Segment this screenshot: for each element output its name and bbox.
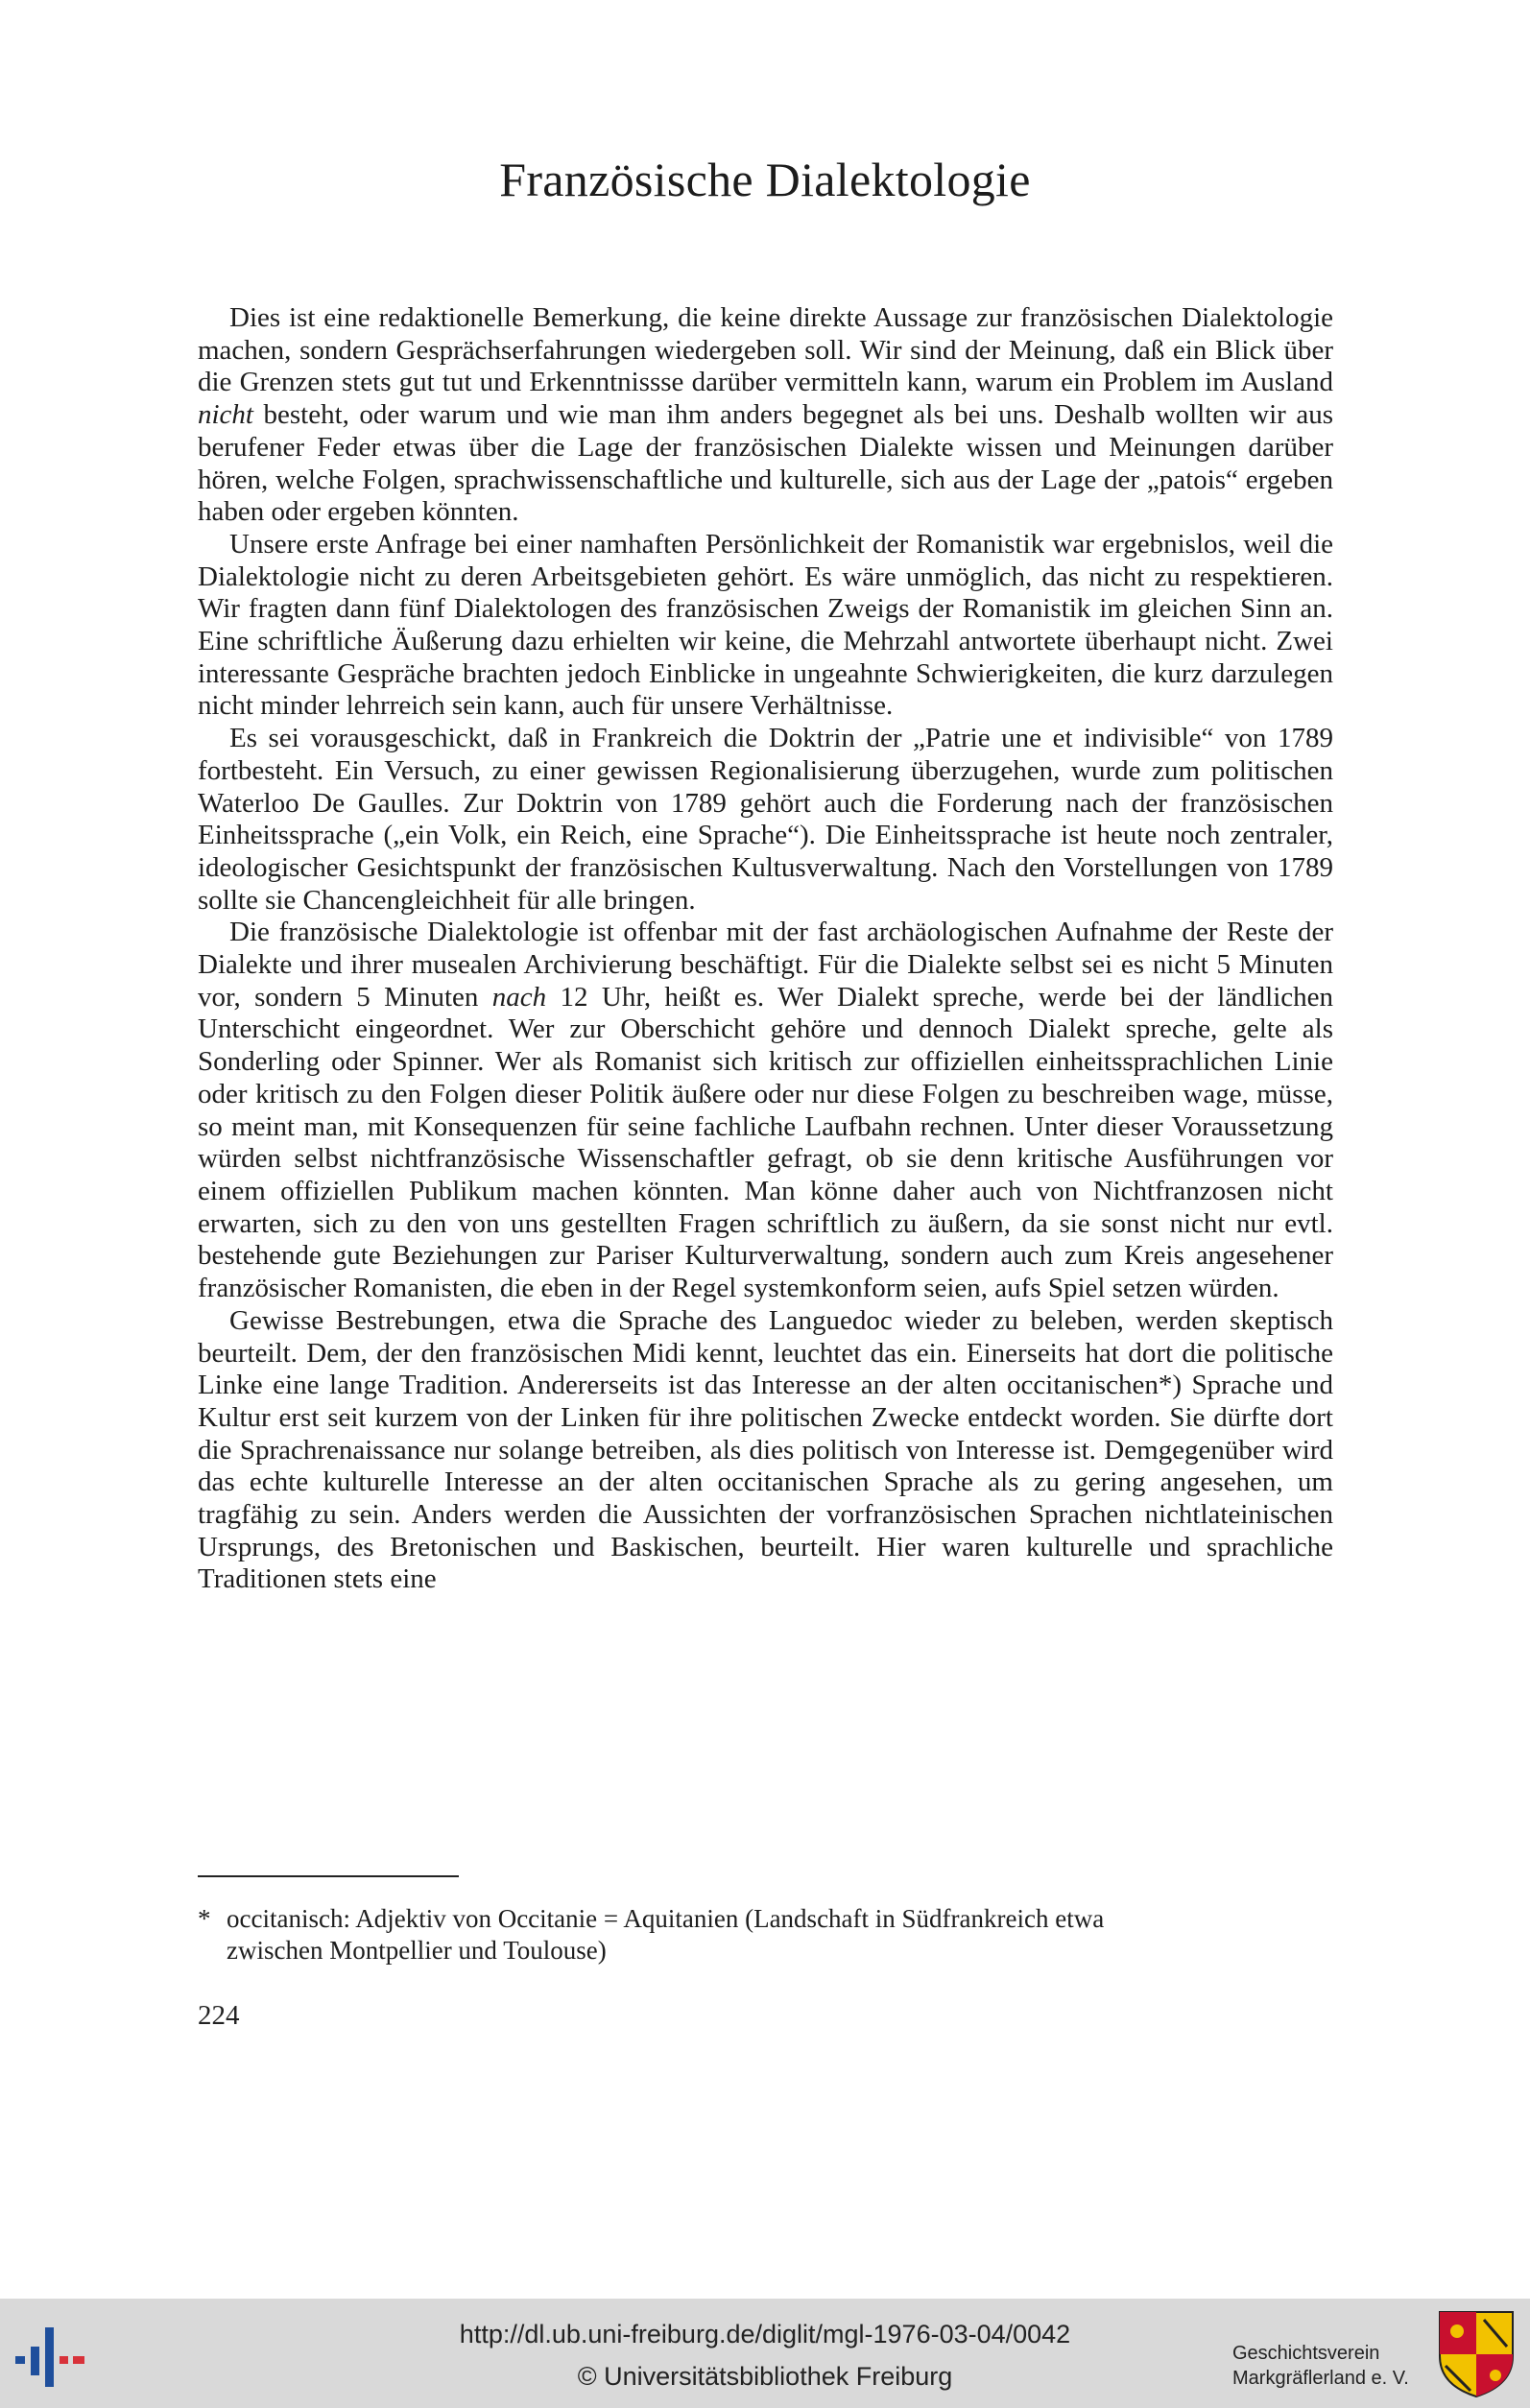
paragraph-text: Es sei vorausgeschickt, daß in Frankreich die Doktrin der „Patrie une et indivisible“ von 1789 fortbesteht. Ein Versuch, zu einer gewissen Regionalisierung überzugehen, wurde zum politischen Waterloo De Gaulles. Zur Doktrin von 1789 gehört auch die Forderung nach der französischen Einheitssprache („ein Volk, ein Reich, eine Sprache“). Die Einheitssprache ist heute noch zentraler, ideologischer Gesichtspunkt der französischen Kultusverwaltung. Nach den Vorstellungen von 1789 sollte sie Chancengleichheit für alle bringen. [198, 723, 1333, 916]
footnote [198, 1903, 1333, 1967]
footnote-text-2: zwischen Montpellier und Toulouse) [227, 1936, 607, 1965]
society-line-2: Markgräflerland e. V. [1232, 2368, 1409, 2389]
body-paragraph [198, 1305, 1333, 1596]
paragraph-text: Unsere erste Anfrage bei einer namhaften Persönlichkeit der Romanistik war ergebnislos, weil die Dialektologie nicht zu deren Arbeitsgebieten gehört. Es wäre unmöglich, das nicht zu respektieren. Wir fragten dann fünf Dialektologen des französischen Zweigs der Romanistik im gleichen Sinn an. Eine schriftliche Äußerung dazu erhielten wir keine, die Mehrzahl antwortete überhaupt nicht. Zwei interessante Gespräche brachten jedoch Einblicke in ungeahnte Schwierigkeiten, die kurz darzulegen nicht minder lehrreich sein kann, auch für unsere Verhältnisse. [198, 528, 1333, 722]
source-url-link[interactable]: http://dl.ub.uni-freiburg.de/diglit/mgl-1976-03-04/0042 [459, 2320, 1071, 2348]
emphasized-text: nach [491, 981, 547, 1013]
body-paragraph [198, 917, 1333, 1304]
paragraph-text: Die französische Dialektologie ist offenbar mit der fast archäologischen Aufnahme der Reste der Dialekte und ihrer musealen Archivierung beschäftigt. Für die Dialekte selbst sei es nicht 5 Minuten vor, sondern 5 Minuten [198, 917, 1333, 1013]
coat-of-arms-icon [1436, 2308, 1517, 2400]
society-line-1: Geschichtsverein [1232, 2343, 1380, 2364]
copyright-notice: © Universitätsbibliothek Freiburg [577, 2362, 953, 2391]
article-body [198, 302, 1333, 1596]
body-paragraph [198, 723, 1333, 917]
footnote-divider [198, 1875, 459, 1877]
paragraph-text: 12 Uhr, heißt es. Wer Dialekt spreche, werde bei der ländlichen Unterschicht eingeordnet. Wer zur Oberschicht gehöre und dennoch Dialekt spreche, gelte als Sonderling oder Spinner. Wer als Romanist sich kritisch zur offiziellen einheitssprachlichen Linie oder kritisch zu den Folgen dieser Politik äußere oder nur diese Folgen zu beschreiben wage, müsse, so meint man, mit Konsequenzen für seine fachliche Laufbahn rechnen. Unter dieser Voraussetzung würden selbst nichtfranzösische Wissenschaftler gefragt, ob sie denn kritische Ausführungen vor einem offiziellen Publikum machen könnten. Man könne daher auch von Nichtfranzosen nicht erwarten, sich zu den von uns gestellten Fragen schriftlich zu äußern, da sie sonst nicht nur evtl. bestehende gute Beziehungen zur Pariser Kulturverwaltung, sondern auch zum Kreis angesehener französischer Romanisten, die eben in der Regel systemkonform seien, aufs Spiel setzen würden. [198, 981, 1333, 1304]
page-title: Französische Dialektologie [499, 153, 1031, 206]
footnote-line-1 [198, 1903, 1333, 1935]
footnote-mark: * [198, 1904, 211, 1933]
society-name [1232, 2341, 1434, 2391]
paragraph-text: besteht, oder warum und wie man ihm anders begegnet als bei uns. Deshalb wollten wir aus berufener Feder etwas über die Lage der französischen Dialekte wissen und Meinungen darüber hören, welche Folgen, sprachwissenschaftliche und kulturelle, sich aus der Lage der „patois“ ergeben haben oder ergeben könnten. [198, 399, 1333, 528]
paragraph-text: Gewisse Bestrebungen, etwa die Sprache des Languedoc wieder zu beleben, werden skeptisch beurteilt. Dem, der den französischen Midi kennt, leuchtet das ein. Einerseits hat dort die politische Linke eine lange Tradition. Andererseits ist das Interesse an der alten occitanischen*) Sprache und Kultur erst seit kurzem von der Linken für ihre politischen Zwecke entdeckt worden. Sie dürfte dort die Sprachrenaissance nur solange betreiben, als dies politisch von Interesse ist. Demgegenüber wird das echte kulturelle Interesse an der alten occitanischen Sprache als zu gering angesehen, um tragfähig zu sein. Anders werden die Aussichten der vorfranzösischen Sprachen nichtlateinischen Ursprungs, des Bretonischen und Baskischen, beurteilt. Hier waren kulturelle und sprachliche Traditionen stets eine [198, 1304, 1333, 1595]
body-paragraph [198, 302, 1333, 529]
paragraph-text: Dies ist eine redaktionelle Bemerkung, die keine direkte Aussage zur französischen Dialektologie machen, sondern Gesprächserfahrungen wiedergeben soll. Wir sind der Meinung, daß ein Blick über die Grenzen stets gut tut und Erkenntnissse darüber vermitteln kann, warum ein Problem im Ausland [198, 302, 1333, 398]
footer-bar [0, 2299, 1530, 2408]
body-paragraph [198, 529, 1333, 723]
footnote-text-1: occitanisch: Adjektiv von Occitanie = Aquitanien (Landschaft in Südfrankreich etwa [227, 1904, 1105, 1933]
page-number: 224 [198, 2000, 240, 2031]
emphasized-text: nicht [198, 399, 253, 431]
